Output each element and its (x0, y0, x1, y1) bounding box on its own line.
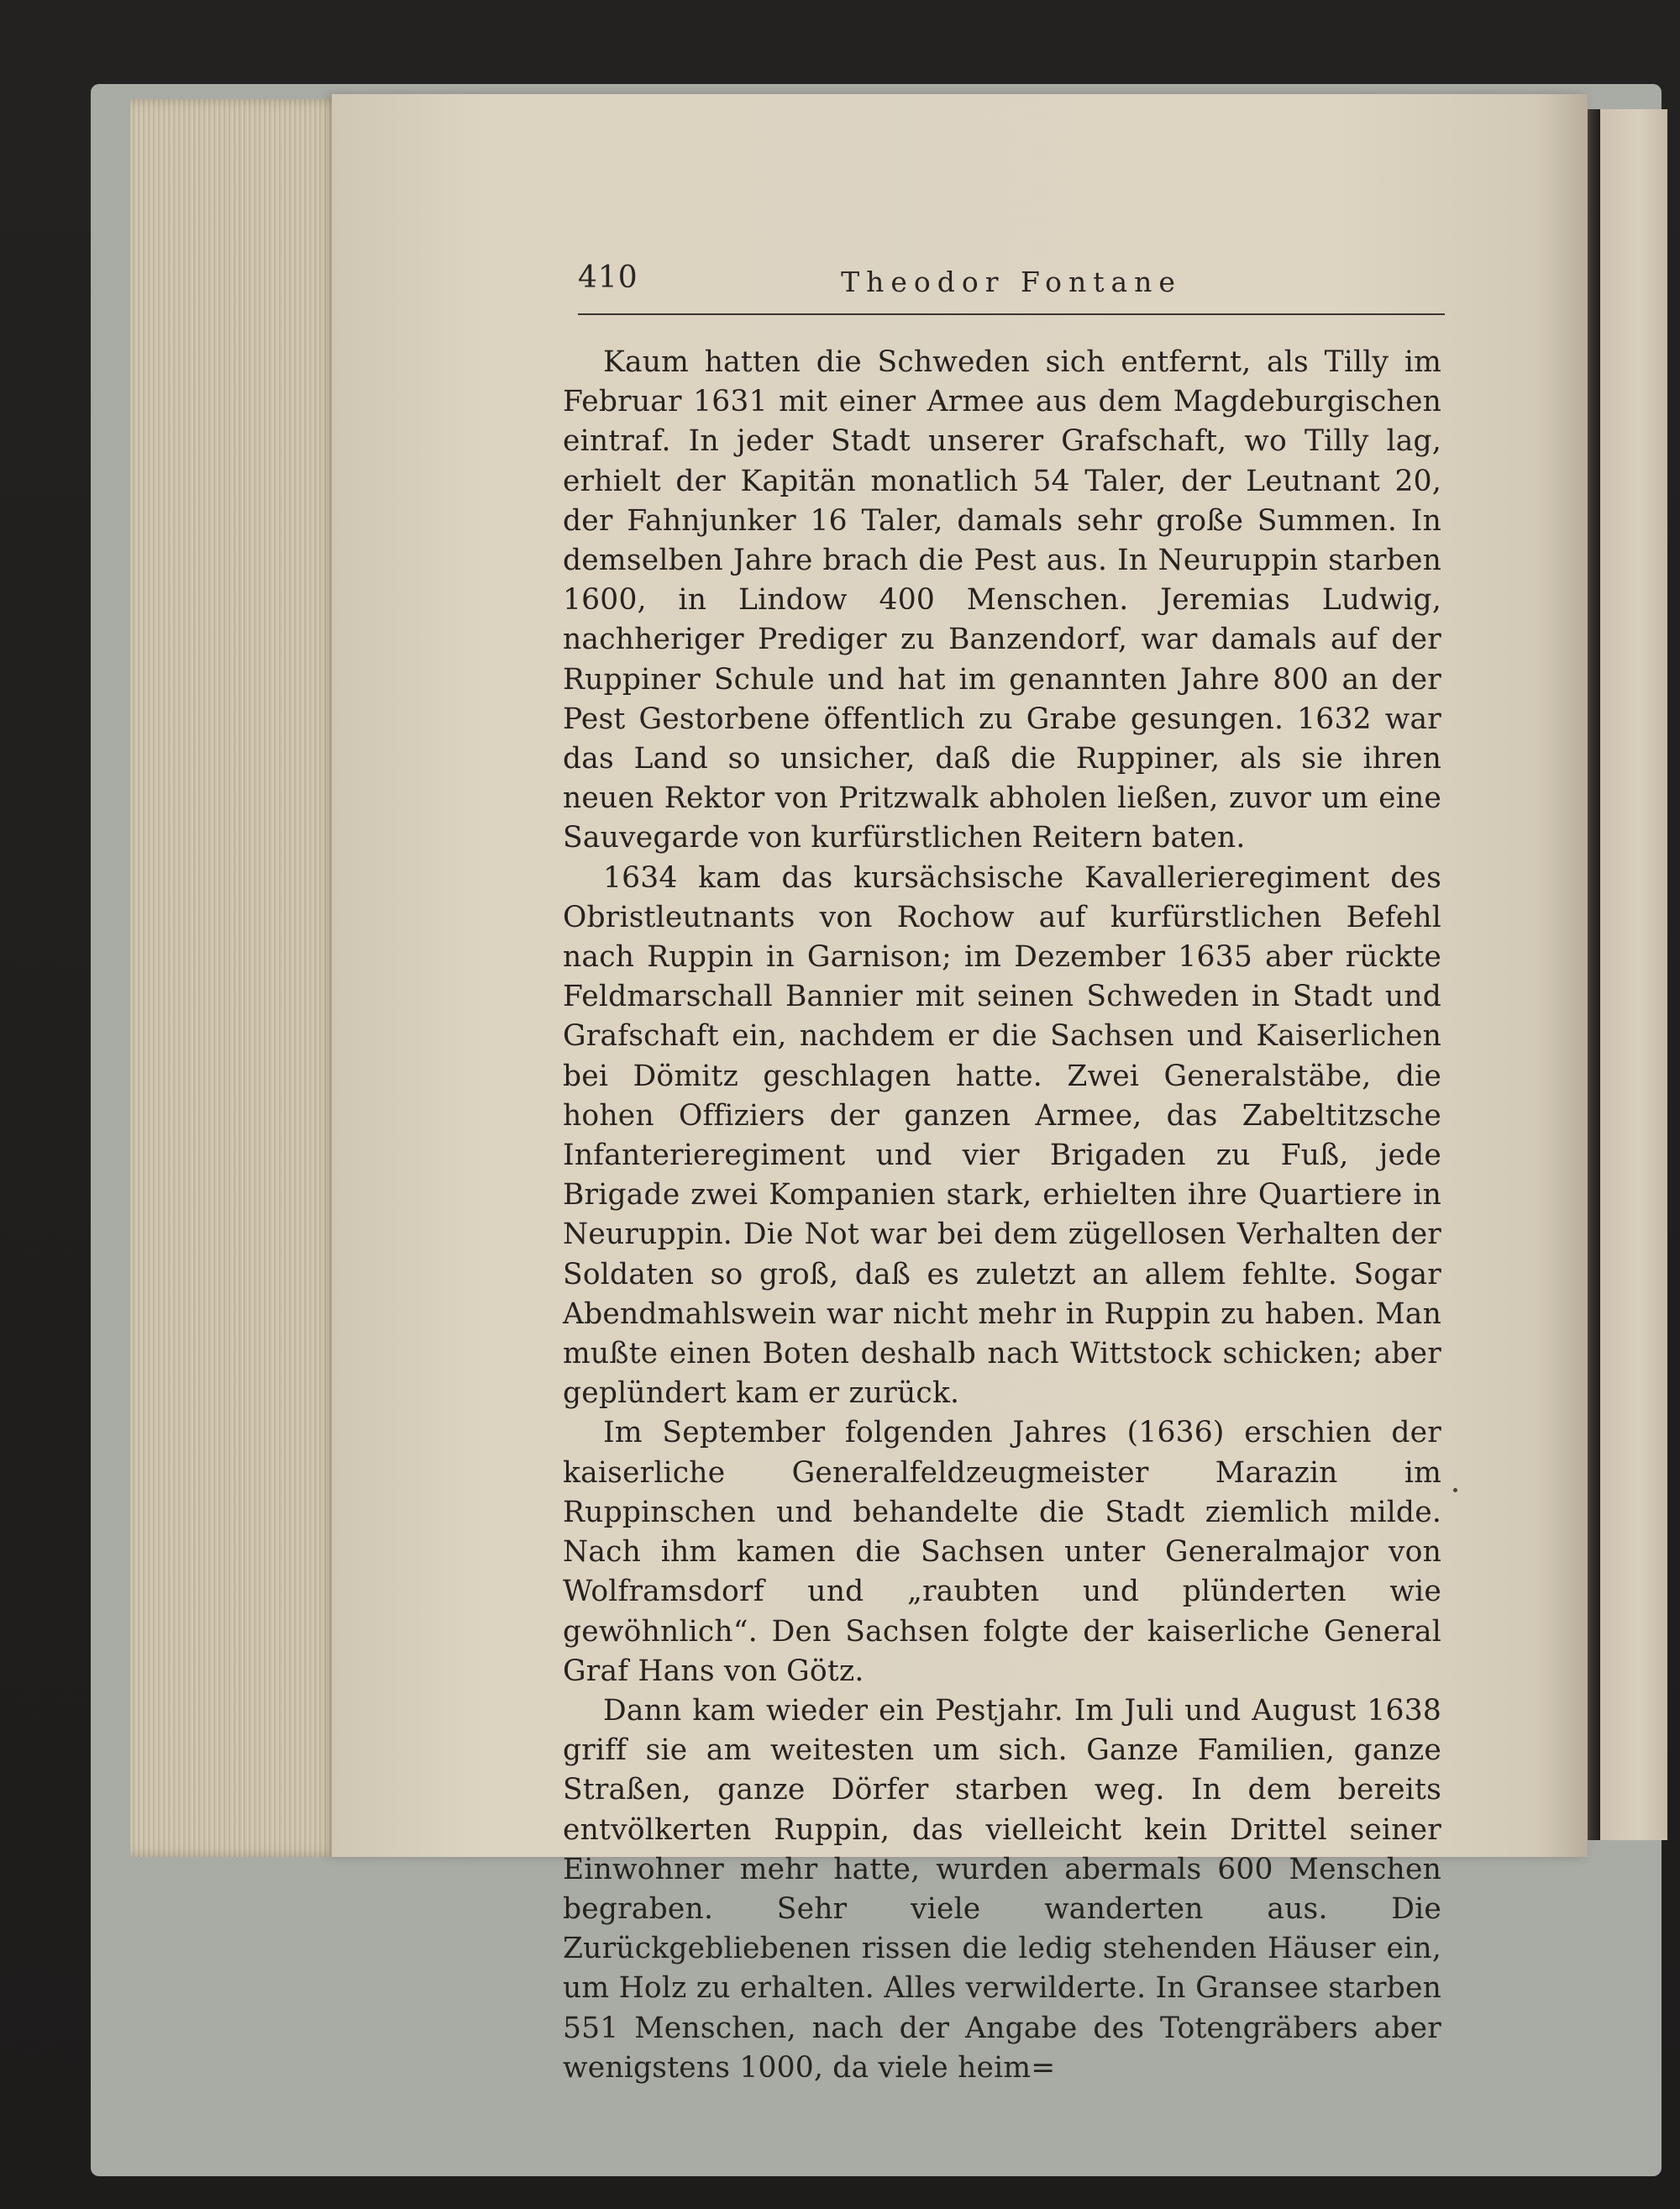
margin-speck (1453, 1488, 1457, 1492)
page-edges-stack (130, 99, 349, 1857)
page-header (578, 254, 1445, 304)
running-title: Theodor Fontane (841, 266, 1182, 298)
header-rule (578, 313, 1445, 315)
page-number: 410 (578, 260, 638, 295)
body-text (563, 343, 1441, 2088)
paragraph: Dann kam wieder ein Pestjahr. Im Juli und August 1638 griff sie am weitesten um sich. Ganze Familien, ganze Straßen, ganze Dörfer starben weg. In dem bereits entvölkerten Ruppin, das vielleicht kein Drittel seiner Einwohner mehr hatte, wurden abermals 600 Menschen begraben. Sehr viele wanderten aus. Die Zurückgebliebenen rissen die ledig stehenden Häuser ein, um Holz zu erhalten. Alles verwilderte. In Gransee starben 551 Menschen, nach der Angabe des Totengräbers aber wenigstens 1000, da viele heim= (563, 1693, 1441, 2085)
facing-page-edge (1596, 109, 1667, 1840)
paragraph: Kaum hatten die Schweden sich entfernt, als Tilly im Februar 1631 mit einer Armee aus dem Magdeburgischen eintraf. In jeder Stadt unserer Grafschaft, wo Tilly lag, erhielt der Kapitän monatlich 54 Taler, der Leutnant 20, der Fahnjunker 16 Taler, damals sehr große Summen. In demselben Jahre brach die Pest aus. In Neuruppin starben 1600, in Lindow 400 Menschen. Jeremias Ludwig, nachheriger Prediger zu Banzendorf, war damals auf der Ruppiner Schule und hat im genannten Jahre 800 an der Pest Gestorbene öffentlich zu Grabe gesungen. 1632 war das Land so unsicher, daß die Ruppiner, als sie ihren neuen Rektor von Pritzwalk abholen ließen, zuvor um eine Sauvegarde von kurfürstlichen Reitern baten. (563, 345, 1441, 855)
paragraph: Im September folgenden Jahres (1636) erschien der kaiserliche Generalfeldzeugmeister Marazin im Ruppinschen und behandelte die Stadt ziemlich milde. Nach ihm kamen die Sachsen unter Generalmajor von Wolframsdorf und „raubten und plünderten wie gewöhnlich“. Den Sachsen folgte der kaiserliche General Graf Hans von Götz. (563, 1416, 1441, 1688)
paragraph: 1634 kam das kursächsische Kavallerieregiment des Obristleutnants von Rochow auf kurfürstlichen Befehl nach Ruppin in Garnison; im Dezember 1635 aber rückte Feldmarschall Bannier mit seinen Schweden in Stadt und Grafschaft ein, nachdem er die Sachsen und Kaiserlichen bei Dömitz geschlagen hatte. Zwei Generalstäbe, die hohen Offiziers der ganzen Armee, das Zabeltitzsche Infanterieregiment und vier Brigaden zu Fuß, jede Brigade zwei Kompanien stark, erhielten ihre Quartiere in Neuruppin. Die Not war bei dem zügellosen Verhalten der Soldaten so groß, daß es zuletzt an allem fehlte. Sogar Abendmahlswein war nicht mehr in Ruppin zu haben. Man mußte einen Boten deshalb nach Wittstock schicken; aber geplündert kam er zurück. (563, 860, 1441, 1411)
